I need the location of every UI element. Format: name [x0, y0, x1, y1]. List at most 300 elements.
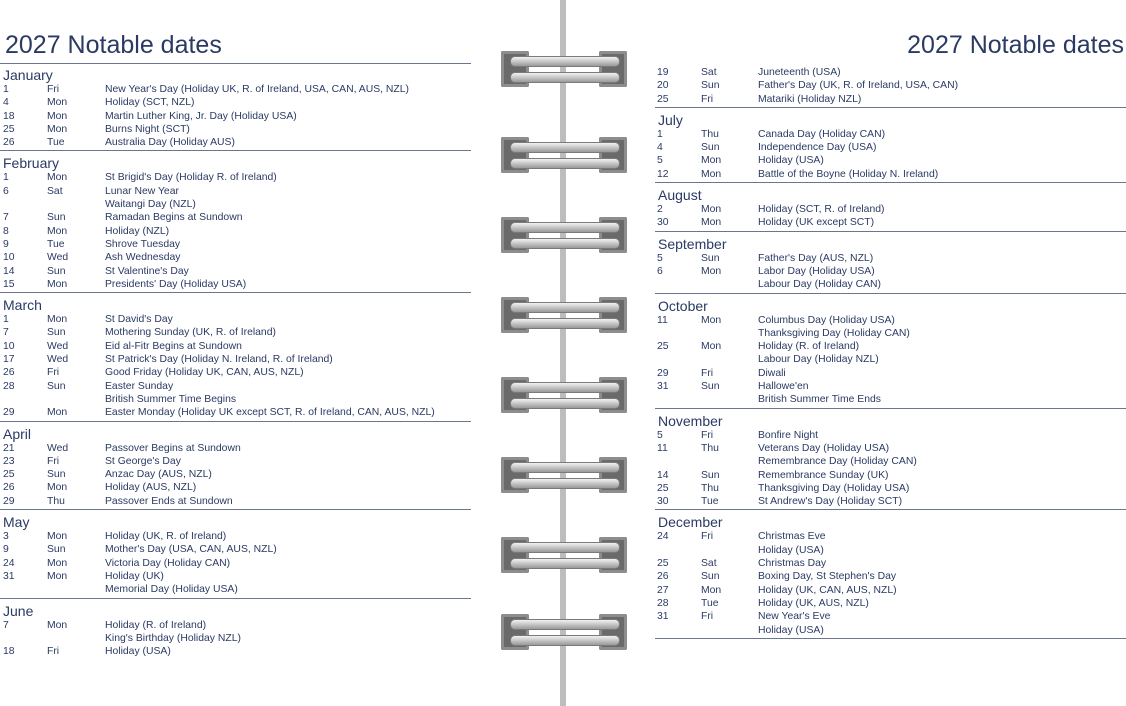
entry-weekday: Sun	[47, 212, 66, 224]
entry-event: Holiday (UK except SCT)	[758, 217, 875, 229]
entry-event: Canada Day (Holiday CAN)	[758, 128, 886, 140]
date-entry	[0, 442, 471, 455]
entry-weekday: Mon	[701, 168, 722, 180]
entry-event: British Summer Time Begins	[105, 393, 237, 405]
date-entry	[0, 468, 471, 481]
entry-weekday: Sun	[47, 469, 66, 481]
entry-weekday: Mon	[701, 584, 722, 596]
entry-day: 4	[657, 142, 663, 154]
entry-event: Holiday (USA)	[758, 624, 824, 636]
spine-line	[560, 0, 566, 706]
entry-day	[655, 278, 701, 291]
entry-day: 3	[3, 531, 9, 543]
month-section	[0, 426, 471, 510]
date-entry	[0, 225, 471, 238]
date-entry	[655, 327, 1126, 340]
date-entry	[0, 583, 471, 596]
ring-coil	[510, 382, 620, 393]
entry-event: Juneteenth (USA)	[758, 67, 841, 78]
entry-weekday	[701, 393, 758, 406]
entry-day: 15	[3, 278, 15, 290]
entry-event: Presidents' Day (Holiday USA)	[105, 278, 247, 290]
date-entry	[0, 632, 471, 645]
date-entry	[655, 216, 1126, 229]
entry-weekday: Fri	[47, 455, 60, 467]
date-entry	[655, 265, 1126, 278]
date-entry	[0, 198, 471, 211]
entry-weekday: Mon	[47, 557, 68, 569]
month-heading: June	[3, 602, 34, 619]
binding-ring	[500, 453, 628, 497]
entry-event: Holiday (USA)	[105, 646, 171, 658]
entry-day: 21	[3, 442, 15, 454]
entry-day: 26	[3, 482, 15, 494]
entry-event: British Summer Time Ends	[758, 394, 881, 406]
date-entry	[0, 278, 471, 291]
month-section	[655, 298, 1126, 409]
date-entry	[0, 313, 471, 326]
entry-weekday: Thu	[47, 495, 65, 507]
entry-event: Christmas Eve	[758, 531, 826, 543]
entry-day: 17	[3, 354, 15, 366]
entry-day: 30	[657, 496, 669, 508]
entry-weekday: Mon	[701, 341, 722, 353]
month-section	[655, 236, 1126, 294]
entry-event: St Andrew's Day (Holiday SCT)	[758, 496, 903, 508]
entry-event: Holiday (SCT, NZL)	[105, 97, 195, 109]
date-entry	[0, 251, 471, 264]
month-heading: October	[658, 297, 708, 314]
date-entry	[0, 366, 471, 379]
entry-event: Matariki (Holiday NZL)	[758, 93, 862, 105]
entry-weekday	[701, 353, 758, 366]
entry-event: Holiday (UK, AUS, NZL)	[758, 597, 869, 609]
date-entry	[655, 66, 1126, 79]
date-entry	[655, 442, 1126, 455]
entry-event: King's Birthday (Holiday NZL)	[105, 632, 241, 644]
entry-day: 27	[657, 584, 669, 596]
entry-day: 5	[657, 155, 663, 167]
entry-weekday: Thu	[701, 442, 719, 454]
entry-event: Ramadan Begins at Sundown	[105, 212, 243, 224]
entry-event: Labour Day (Holiday CAN)	[758, 279, 882, 291]
date-entry	[655, 570, 1126, 583]
date-entry	[0, 380, 471, 393]
ring-coil	[510, 158, 620, 169]
entry-event: Labour Day (Holiday NZL)	[758, 354, 879, 366]
binding-ring	[500, 373, 628, 417]
entry-day	[0, 632, 47, 645]
entry-day: 31	[657, 611, 669, 623]
entry-day: 7	[3, 619, 9, 631]
entry-weekday: Sun	[701, 571, 720, 583]
entry-day: 1	[3, 172, 9, 184]
entry-weekday: Fri	[701, 611, 714, 623]
entry-weekday: Fri	[47, 84, 60, 95]
date-entry	[0, 326, 471, 339]
date-entry	[655, 482, 1126, 495]
entry-day: 14	[3, 265, 15, 277]
entry-event: Memorial Day (Holiday USA)	[105, 584, 238, 596]
date-entry	[0, 406, 471, 419]
entry-event: Holiday (UK)	[105, 570, 164, 582]
entry-day: 25	[657, 341, 669, 353]
entry-weekday	[47, 393, 105, 406]
entry-day: 5	[657, 429, 663, 441]
entry-weekday: Fri	[47, 367, 60, 379]
entry-event: New Year's Eve	[758, 611, 831, 623]
entry-weekday: Fri	[701, 531, 714, 543]
entry-weekday: Sun	[701, 381, 720, 393]
month-section	[0, 603, 471, 660]
entry-day	[655, 327, 701, 340]
entry-weekday	[701, 327, 758, 340]
entry-day: 1	[657, 128, 663, 140]
entry-weekday: Mon	[701, 204, 722, 216]
entry-day: 19	[657, 67, 669, 78]
month-section	[0, 297, 471, 421]
entry-event: Eid al-Fitr Begins at Sundown	[105, 340, 242, 352]
entry-weekday: Mon	[47, 123, 68, 135]
ring-coil	[510, 462, 620, 473]
entry-day: 26	[657, 571, 669, 583]
entry-weekday: Fri	[701, 429, 714, 441]
date-entry	[0, 211, 471, 224]
ring-coil	[510, 635, 620, 646]
date-entry	[655, 340, 1126, 353]
binding-ring	[500, 293, 628, 337]
date-entry	[655, 429, 1126, 442]
date-entry	[0, 171, 471, 184]
date-entry	[655, 252, 1126, 265]
ring-coil	[510, 302, 620, 313]
date-entry	[655, 93, 1126, 106]
entry-weekday: Tue	[47, 137, 65, 149]
entry-day: 25	[3, 123, 15, 135]
date-entry	[0, 645, 471, 658]
entry-weekday: Mon	[47, 314, 68, 326]
ring-coil	[510, 56, 620, 67]
entry-day	[655, 544, 701, 557]
entry-day: 26	[3, 367, 15, 379]
entry-weekday: Mon	[47, 110, 68, 122]
date-entry	[655, 495, 1126, 508]
entry-day: 26	[3, 137, 15, 149]
date-entry	[655, 367, 1126, 380]
entry-day: 31	[3, 570, 15, 582]
date-entry	[0, 393, 471, 406]
entry-event: Holiday (UK, CAN, AUS, NZL)	[758, 584, 897, 596]
entry-day: 9	[3, 238, 9, 250]
entry-day: 25	[657, 558, 669, 570]
entry-day: 24	[3, 557, 15, 569]
entry-weekday: Thu	[701, 482, 719, 494]
entry-event: Holiday (AUS, NZL)	[105, 482, 197, 494]
entry-day	[655, 353, 701, 366]
month-heading: August	[658, 187, 702, 204]
binding-ring	[500, 47, 628, 91]
entry-event: Father's Day (UK, R. of Ireland, USA, CAN)	[758, 80, 959, 92]
date-entry	[655, 128, 1126, 141]
entry-day: 29	[3, 407, 15, 419]
ring-coil	[510, 318, 620, 329]
entry-event: Easter Monday (Holiday UK except SCT, R. of Ireland, CAN, AUS, NZL)	[105, 407, 435, 419]
entry-weekday: Sun	[47, 327, 66, 339]
entry-weekday: Mon	[47, 531, 68, 543]
entry-weekday: Mon	[47, 225, 68, 237]
entry-weekday: Mon	[47, 407, 68, 419]
date-entry	[655, 203, 1126, 216]
page-title: 2027 Notable dates	[5, 31, 222, 59]
entry-event: Hallowe'en	[758, 381, 809, 393]
month-section	[655, 413, 1126, 511]
date-entry	[0, 557, 471, 570]
date-entry	[655, 584, 1126, 597]
entry-weekday: Tue	[701, 597, 719, 609]
entry-event: New Year's Day (Holiday UK, R. of Ireland, USA, CAN, AUS, NZL)	[105, 84, 409, 95]
entry-day: 28	[657, 597, 669, 609]
entry-event: Holiday (SCT, R. of Ireland)	[758, 204, 885, 216]
entry-weekday	[701, 544, 758, 557]
date-entry	[655, 544, 1126, 557]
entry-weekday: Tue	[701, 496, 719, 508]
entry-event: Lunar New Year	[105, 185, 179, 197]
entry-day: 5	[657, 252, 663, 264]
entry-event: Holiday (UK, R. of Ireland)	[105, 531, 227, 543]
entry-weekday: Sun	[47, 265, 66, 277]
entry-event: Burns Night (SCT)	[105, 123, 190, 135]
entry-event: Battle of the Boyne (Holiday N. Ireland)	[758, 168, 939, 180]
entry-event: Holiday (USA)	[758, 544, 824, 556]
entry-day	[655, 455, 701, 468]
entry-event: Mother's Day (USA, CAN, AUS, NZL)	[105, 544, 277, 556]
entry-event: St David's Day	[105, 314, 173, 326]
entry-weekday: Fri	[701, 93, 714, 105]
title-divider	[0, 63, 471, 64]
month-heading: February	[3, 155, 60, 172]
month-section	[0, 514, 471, 598]
date-entry	[0, 265, 471, 278]
entry-event: Passover Begins at Sundown	[105, 442, 241, 454]
entry-event: St Patrick's Day (Holiday N. Ireland, R. of Ireland)	[105, 354, 333, 366]
binding-ring	[500, 610, 628, 654]
ring-coil	[510, 238, 620, 249]
entry-event: Father's Day (AUS, NZL)	[758, 252, 874, 264]
binding-ring	[500, 133, 628, 177]
entry-day: 2	[657, 204, 663, 216]
entry-day	[655, 624, 701, 637]
entry-weekday	[701, 455, 758, 468]
entry-event: Holiday (R. of Ireland)	[105, 619, 207, 631]
ring-coil	[510, 142, 620, 153]
entry-weekday: Tue	[47, 238, 65, 250]
date-entry	[655, 141, 1126, 154]
date-entry	[655, 168, 1126, 181]
entry-event: Anzac Day (AUS, NZL)	[105, 469, 212, 481]
entry-weekday	[47, 583, 105, 596]
entry-event: Shrove Tuesday	[105, 238, 181, 250]
entry-day: 1	[3, 84, 9, 95]
entry-day: 18	[3, 110, 15, 122]
entry-event: Bonfire Night	[758, 429, 819, 441]
date-entry	[655, 154, 1126, 167]
entry-weekday	[47, 198, 105, 211]
month-heading: July	[658, 111, 683, 128]
entry-weekday: Fri	[701, 367, 714, 379]
month-heading: December	[658, 514, 723, 531]
month-heading: March	[3, 297, 42, 314]
month-section	[655, 187, 1126, 232]
date-entry	[655, 353, 1126, 366]
ring-coil	[510, 478, 620, 489]
entry-day: 30	[657, 217, 669, 229]
ring-coil	[510, 542, 620, 553]
date-entry	[0, 83, 471, 96]
month-heading: April	[3, 425, 32, 442]
date-entry	[655, 557, 1126, 570]
entry-day: 6	[657, 265, 663, 277]
entry-day: 4	[3, 97, 9, 109]
entry-day: 31	[657, 381, 669, 393]
entry-weekday: Sun	[701, 142, 720, 154]
entry-day: 20	[657, 80, 669, 92]
entry-day: 11	[657, 442, 668, 454]
entry-weekday: Sun	[47, 544, 66, 556]
date-entry	[0, 340, 471, 353]
entry-weekday: Wed	[47, 340, 69, 352]
entry-weekday: Mon	[701, 217, 722, 229]
entry-event: Holiday (NZL)	[105, 225, 170, 237]
entry-day: 28	[3, 380, 15, 392]
entry-day: 7	[3, 327, 9, 339]
entry-day	[0, 583, 47, 596]
entry-weekday: Sun	[701, 80, 720, 92]
month-list	[0, 67, 471, 663]
date-entry	[655, 314, 1126, 327]
entry-event: Passover Ends at Sundown	[105, 495, 233, 507]
entry-event: Remembrance Sunday (UK)	[758, 469, 889, 481]
date-entry	[655, 278, 1126, 291]
month-section	[655, 514, 1126, 638]
entry-event: Waitangi Day (NZL)	[105, 199, 196, 211]
entry-day	[0, 198, 47, 211]
date-entry	[655, 393, 1126, 406]
entry-weekday: Thu	[701, 128, 719, 140]
entry-weekday: Wed	[47, 354, 69, 366]
date-entry	[0, 123, 471, 136]
entry-day: 18	[3, 646, 15, 658]
month-heading: November	[658, 412, 723, 429]
entry-day: 14	[657, 469, 669, 481]
month-section	[0, 155, 471, 293]
entry-event: Mothering Sunday (UK, R. of Ireland)	[105, 327, 276, 339]
entry-event: Labor Day (Holiday USA)	[758, 265, 875, 277]
entry-weekday: Sun	[47, 380, 66, 392]
entry-day: 25	[657, 93, 669, 105]
spiral-binding	[500, 0, 628, 706]
entry-event: Thanksgiving Day (Holiday USA)	[758, 482, 910, 494]
entry-day: 10	[3, 252, 15, 264]
entry-day: 7	[3, 212, 9, 224]
entry-day: 12	[657, 168, 669, 180]
entry-day	[655, 393, 701, 406]
ring-coil	[510, 398, 620, 409]
entry-weekday: Wed	[47, 252, 69, 264]
entry-day: 8	[3, 225, 9, 237]
entry-day: 29	[657, 367, 669, 379]
date-entry	[0, 543, 471, 556]
entry-event: Ash Wednesday	[105, 252, 181, 264]
entry-weekday: Mon	[701, 155, 722, 167]
entry-event: Boxing Day, St Stephen's Day	[758, 571, 897, 583]
entry-day: 9	[3, 544, 9, 556]
date-entry	[0, 530, 471, 543]
entry-weekday: Wed	[47, 442, 69, 454]
entry-weekday: Mon	[47, 97, 68, 109]
date-entry	[0, 353, 471, 366]
entry-weekday: Mon	[701, 314, 722, 326]
entry-weekday: Mon	[47, 619, 68, 631]
entry-weekday: Sat	[47, 185, 63, 197]
entry-event: Holiday (USA)	[758, 155, 824, 167]
month-list	[655, 66, 1126, 643]
entry-day: 29	[3, 495, 15, 507]
date-entry	[0, 185, 471, 198]
entry-event: Independence Day (USA)	[758, 142, 877, 154]
month-section	[655, 66, 1126, 108]
date-entry	[655, 610, 1126, 623]
ring-coil	[510, 222, 620, 233]
entry-event: Good Friday (Holiday UK, CAN, AUS, NZL)	[105, 367, 304, 379]
entry-weekday: Sat	[701, 67, 717, 78]
entry-weekday: Mon	[47, 570, 68, 582]
entry-weekday: Sat	[701, 558, 717, 570]
entry-weekday: Sun	[701, 469, 720, 481]
entry-weekday: Mon	[701, 265, 722, 277]
entry-event: Easter Sunday	[105, 380, 174, 392]
date-entry	[0, 136, 471, 149]
entry-day: 1	[3, 314, 9, 326]
entry-day: 23	[3, 455, 15, 467]
date-entry	[0, 96, 471, 109]
month-heading: January	[3, 67, 53, 83]
entry-event: Diwali	[758, 367, 786, 379]
entry-day: 25	[657, 482, 669, 494]
date-entry	[655, 455, 1126, 468]
entry-day: 10	[3, 340, 15, 352]
ring-coil	[510, 72, 620, 83]
date-entry	[655, 79, 1126, 92]
entry-event: Remembrance Day (Holiday CAN)	[758, 456, 917, 468]
binding-ring	[500, 533, 628, 577]
entry-event: Martin Luther King, Jr. Day (Holiday USA)	[105, 110, 297, 122]
month-section	[655, 112, 1126, 183]
entry-weekday: Sun	[701, 252, 720, 264]
entry-day: 6	[3, 185, 9, 197]
entry-event: Victoria Day (Holiday CAN)	[105, 557, 231, 569]
date-entry	[0, 110, 471, 123]
date-entry	[0, 238, 471, 251]
date-entry	[0, 570, 471, 583]
entry-weekday: Mon	[47, 172, 68, 184]
date-entry	[655, 624, 1126, 637]
entry-event: St George's Day	[105, 455, 181, 467]
entry-weekday: Fri	[47, 646, 60, 658]
entry-weekday	[701, 278, 758, 291]
page-title: 2027 Notable dates	[907, 31, 1124, 59]
date-entry	[655, 469, 1126, 482]
date-entry	[655, 380, 1126, 393]
